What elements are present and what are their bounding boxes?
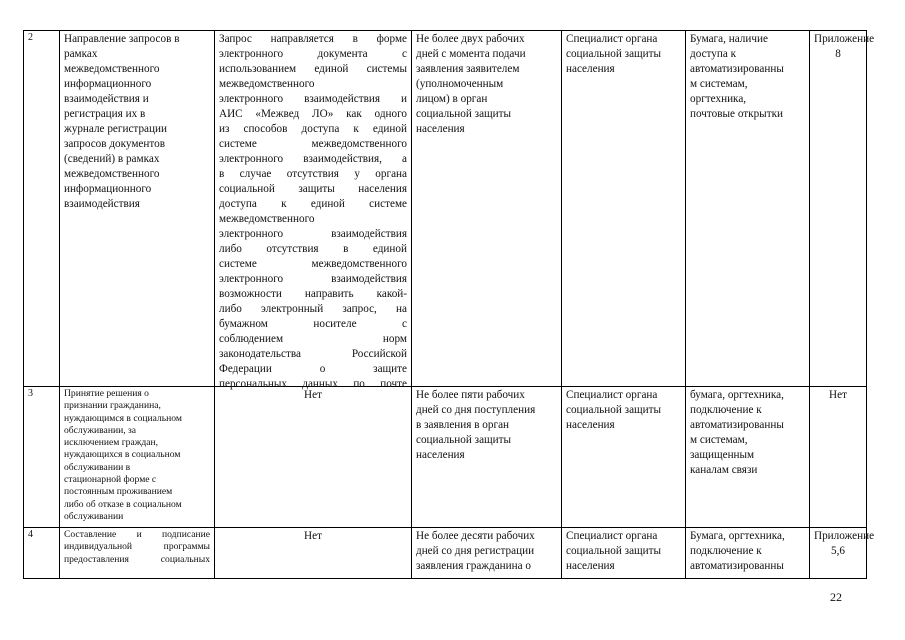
table-row: [23, 386, 867, 528]
stage-name: Составление и подписание индивидуальной программы предоставления социальных: [59, 527, 214, 578]
row-number: 2: [23, 30, 59, 386]
page-number: 22: [830, 590, 842, 604]
stage-content: Запрос направляется в форме электронного документа с использованием единой системы межведомственного электронного взаимодействия и АИС «Межвед ЛО» как одного из способов доступа к единой системе межведомственного электронного взаимодействия, а в случае отсутствия у органа социальной защиты населения доступа к единой системе межведомственного электронного взаимодействия либо отсутствия в единой системе межведомственного электронного взаимодействия возможности направить какой- либо электронный запрос, на бумажном носителе с соблюдением норм законодательства Российской Федерации о защите персональных данных по почте: [214, 30, 411, 386]
stage-name: Принятие решения о признании гражданина, нуждающимся в социальном обслуживании, за исключением граждан, нуждающихся в социальном обслуживании в стационарной форме с постоянным проживанием либо об отказе в социальном обслуживании: [59, 386, 214, 527]
row-number: 4: [23, 527, 59, 578]
responsible-person: Специалист органа социальной защиты населения: [561, 30, 685, 386]
resources: Бумага, наличие доступа к автоматизированны м системам, оргтехника, почтовые открытки: [685, 30, 809, 386]
stage-term: Не более пяти рабочих дней со дня поступления в заявления в орган социальной защиты населения: [411, 386, 561, 527]
resources: бумага, оргтехника, подключение к автоматизированны м системам, защищенным каналам связи: [685, 386, 809, 527]
procedure-table: [23, 30, 875, 578]
responsible-person: Специалист органа социальной защиты населения: [561, 527, 685, 578]
stage-term: Не более двух рабочих дней с момента подачи заявления заявителем (уполномоченным лицом) в орган социальной защиты населения: [411, 30, 561, 386]
table-row: [23, 527, 875, 579]
table-row: [23, 30, 875, 390]
document-forms: Приложение 8: [809, 30, 867, 386]
row-number: 3: [23, 386, 59, 527]
resources: Бумага, оргтехника, подключение к автоматизированны: [685, 527, 809, 578]
responsible-person: Специалист органа социальной защиты населения: [561, 386, 685, 527]
document-forms: Нет: [809, 386, 867, 527]
stage-term: Не более десяти рабочих дней со дня регистрации заявления гражданина о: [411, 527, 561, 578]
document-forms: Приложение 5,6: [809, 527, 867, 578]
stage-name: Направление запросов в рамках межведомственного информационного взаимодействия и регистрация их в журнале регистрации запросов документов (сведений) в рамках межведомственного информационного взаимодействия: [59, 30, 214, 386]
stage-content: Нет: [214, 527, 411, 578]
stage-content: Нет: [214, 386, 411, 527]
